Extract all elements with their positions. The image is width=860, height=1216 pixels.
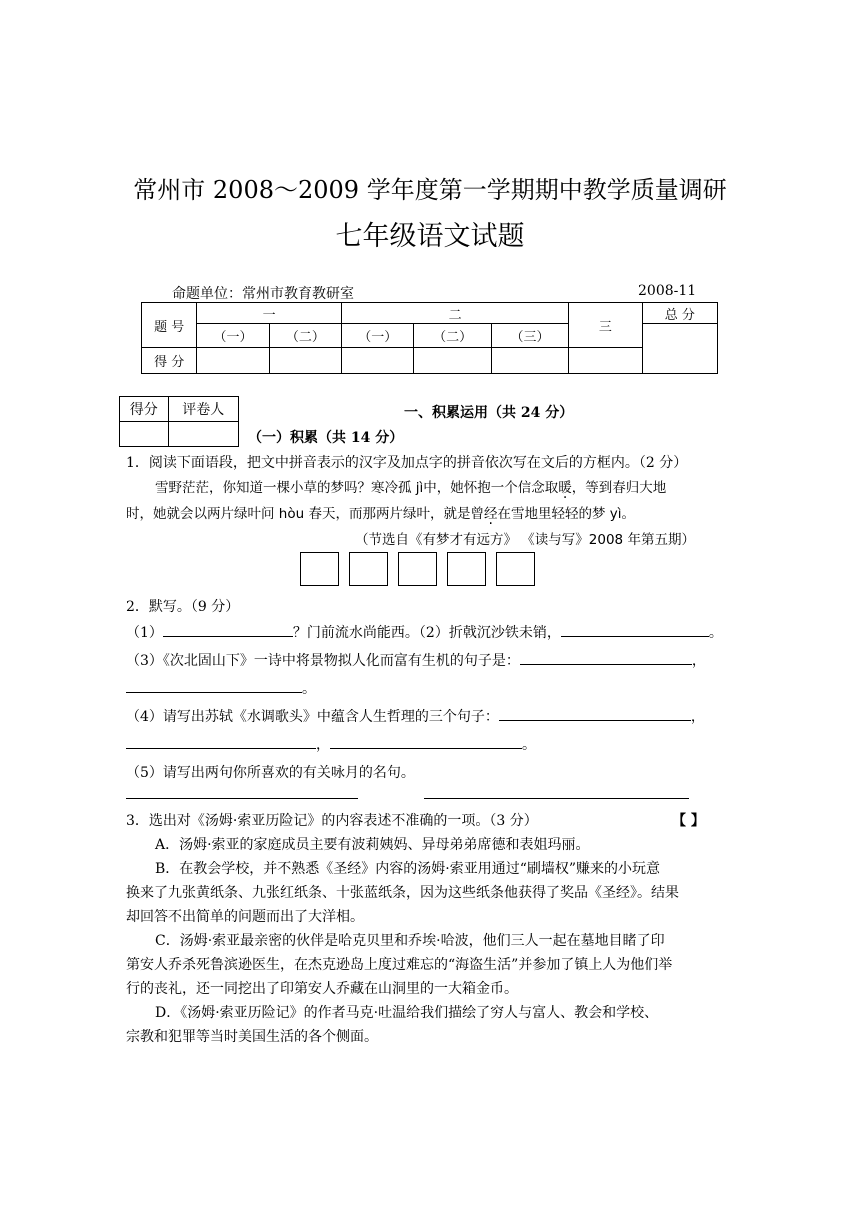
sub-col: （二） (414, 324, 491, 348)
section-title: 一、积累运用（共 24 分） (404, 405, 574, 421)
q3-option-b-line2: 换来了九张黄纸条、九张红纸条、十张蓝纸条，因为这些纸条他获得了奖品《圣经》。结果 (126, 885, 679, 901)
score-cell (269, 348, 341, 374)
sub-col: （一） (342, 324, 414, 348)
sub-col: （三） (491, 324, 568, 348)
col-part1: 一 (197, 303, 342, 324)
q1-stem: 1．阅读下面语段，把文中拼音表示的汉字及加点字的拼音依次写在文后的方框内。（2 分） (126, 455, 688, 471)
q2-line4: （4）请写出苏轼《水调歌头》中蕴含人生哲理的三个句子： ， (126, 709, 705, 725)
answer-boxes (300, 552, 545, 590)
score-cell (414, 348, 491, 374)
exam-title-line1: 常州市 2008～2009 学年度第一学期期中教学质量调研 (133, 176, 727, 204)
sub-col: （一） (197, 324, 269, 348)
answer-box[interactable] (496, 552, 535, 586)
q3-stem: 3．选出对《汤姆·索亚历险记》的内容表述不准确的一项。（3 分） (126, 813, 538, 829)
q3-option-b-line3: 却回答不出简单的问题而出了大洋相。 (126, 909, 364, 925)
grader-score-cell (120, 422, 169, 447)
grader-name-cell (168, 422, 238, 447)
q1-passage-line1: 雪野茫茫，你知道一棵小草的梦吗？寒冷孤 jì中，她怀抱一个信念取暖，等到春归大地 (155, 480, 667, 496)
q1-source: （节选自《有梦才有远方》 《读与写》2008 年第五期） (355, 532, 695, 548)
score-cell (569, 348, 642, 374)
exam-title-line2: 七年级语文试题 (335, 221, 525, 252)
answer-blank[interactable] (330, 736, 522, 749)
q3-option-d-line2: 宗教和犯罪等当时美国生活的各个侧面。 (126, 1029, 378, 1045)
q3-answer-bracket[interactable]: 【 】 (672, 813, 705, 829)
answer-blank[interactable] (561, 624, 709, 637)
answer-box[interactable] (349, 552, 388, 586)
row-label-score: 得 分 (142, 348, 197, 374)
q3-option-c-line2: 第安人乔杀死鲁滨逊医生，在杰克逊岛上度过难忘的“海盗生活”并参加了镇上人为他们举 (126, 957, 673, 973)
score-cell (491, 348, 568, 374)
col-part3: 三 (569, 303, 642, 348)
q2-line3: 。 (126, 678, 316, 698)
q3-option-d-line1: D．《汤姆·索亚历险记》的作者马克·吐温给我们描绘了穷人与富人、教会和学校、 (155, 1005, 659, 1021)
exam-date: 2008-11 (638, 283, 697, 299)
answer-blank[interactable] (163, 624, 293, 637)
sub-col: （二） (269, 324, 341, 348)
q2-stem: 2．默写。（9 分） (126, 599, 240, 615)
q3-option-c-line3: 行的丧礼，还一同挖出了印第安人乔藏在山洞里的一大箱金币。 (126, 981, 518, 997)
q3-option-a: A．汤姆·索亚的家庭成员主要有波莉姨妈、异母弟弟席德和表姐玛丽。 (155, 837, 590, 853)
score-table (141, 302, 718, 374)
grader-name-label: 评卷人 (168, 397, 238, 422)
q2-line5: ， 。 (126, 734, 536, 754)
col-part2: 二 (342, 303, 569, 324)
col-total: 总 分 (642, 303, 717, 324)
q2-line6: （5）请写出两句你所喜欢的有关咏月的名句。 (126, 765, 415, 781)
q2-line1: （1） ？门前流水尚能西。（2）折戟沉沙铁未销， 。 (126, 625, 723, 641)
answer-box[interactable] (398, 552, 437, 586)
answer-blank[interactable] (126, 736, 316, 749)
row-label-question: 题 号 (142, 303, 197, 348)
answer-blank[interactable] (520, 652, 692, 665)
score-cell (342, 348, 414, 374)
answer-blank[interactable] (126, 680, 302, 693)
total-score-cell (642, 324, 717, 374)
answer-blank[interactable] (126, 798, 358, 799)
grader-table (119, 396, 239, 447)
q3-option-c-line1: C．汤姆·索亚最亲密的伙伴是哈克贝里和乔埃·哈波，他们三人一起在墓地目睹了印 (155, 933, 665, 949)
author-unit: 命题单位：常州市教育教研室 (172, 286, 354, 302)
answer-blank[interactable] (424, 798, 689, 799)
q3-option-b-line1: B．在教会学校，并不熟悉《圣经》内容的汤姆·索亚用通过“刷墙权”赚来的小玩意 (155, 861, 661, 877)
q2-line2: （3）《次北固山下》一诗中将景物拟人化而富有生机的句子是： ， (126, 653, 706, 669)
q1-passage-line2: 时，她就会以两片绿叶问 hòu 春天，而那两片绿叶，就是曾经在雪地里轻轻的梦 yì。 (126, 506, 635, 522)
subsection-title: （一）积累（共 14 分） (248, 430, 404, 446)
grader-score-label: 得分 (120, 397, 169, 422)
score-cell (197, 348, 269, 374)
answer-box[interactable] (447, 552, 486, 586)
answer-box[interactable] (300, 552, 339, 586)
answer-blank[interactable] (499, 708, 691, 721)
